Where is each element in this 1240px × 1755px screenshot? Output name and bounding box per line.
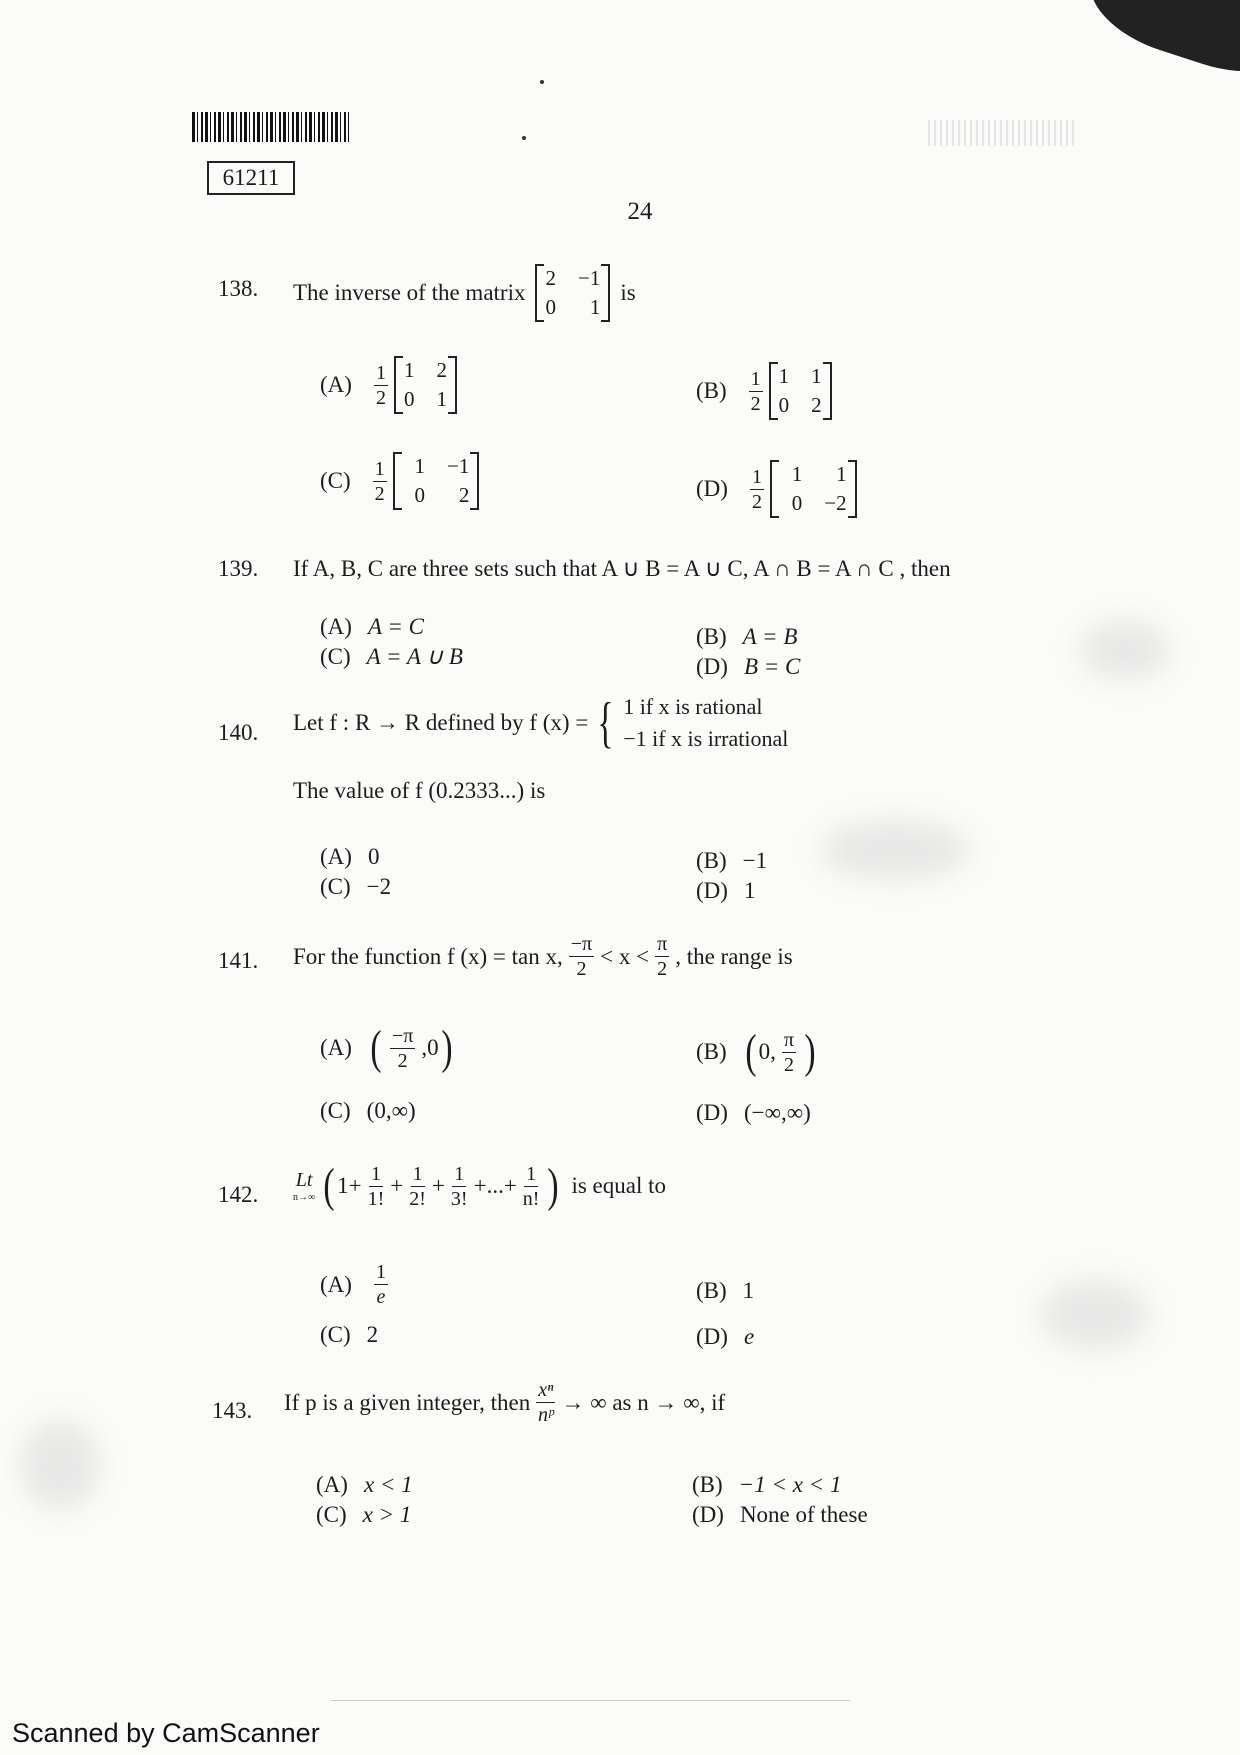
denominator: 2 — [375, 386, 386, 409]
numerator: 1 — [375, 1261, 386, 1283]
option-138-d[interactable] — [696, 460, 857, 518]
scan-smudge — [820, 820, 970, 880]
option-label: (B) — [696, 1039, 727, 1064]
question-number: 143. — [212, 1398, 253, 1423]
question-140-part2 — [293, 778, 545, 804]
open-paren: ( — [323, 1159, 335, 1212]
question-stem: For the function f (x) = tan x, — [293, 943, 563, 969]
numerator: π — [657, 933, 668, 955]
option-value: 2 — [366, 1322, 379, 1347]
denominator: n! — [522, 1187, 540, 1210]
question-number: 142. — [218, 1182, 259, 1207]
question-text — [293, 694, 788, 752]
option-value: −1 — [742, 848, 768, 873]
question-number: 140. — [218, 720, 259, 745]
matrix-cell: −1 — [577, 266, 601, 290]
denominator: 2 — [576, 958, 587, 980]
option-label: (C) — [316, 1502, 347, 1527]
option-value: B = C — [743, 654, 801, 679]
limit-subscript: n→∞ — [293, 1192, 316, 1203]
option-label: (D) — [692, 1502, 724, 1527]
denominator: 2 — [397, 1049, 408, 1072]
denominator: 2! — [409, 1187, 426, 1210]
question-text: If A, B, C are three sets such that A ∪ B = A ∪ C, A ∩ B = A ∩ C , then — [293, 556, 951, 581]
option-label: (A) — [316, 1472, 348, 1497]
option-value: None of these — [739, 1502, 868, 1527]
scan-dot — [522, 136, 526, 140]
matrix-cell: −2 — [824, 491, 847, 515]
bleed-through-barcode — [928, 120, 1078, 146]
brace: { — [597, 692, 614, 754]
option-value: (0,∞) — [366, 1098, 416, 1123]
option-value: e — [743, 1324, 755, 1349]
matrix-cell: 0 — [778, 393, 790, 417]
fraction — [390, 1026, 415, 1071]
option-139-c[interactable] — [320, 644, 463, 670]
question-text — [293, 934, 793, 979]
question-stem: If p is a given integer, then — [284, 1389, 531, 1415]
matrix-cell: 0 — [414, 483, 426, 507]
denominator: 2 — [750, 392, 761, 415]
fraction — [750, 467, 764, 512]
option-139-b[interactable] — [696, 624, 797, 650]
fraction — [409, 1164, 426, 1209]
option-label: (B) — [696, 624, 727, 649]
denominator: 2 — [374, 482, 385, 505]
option-label: (A) — [320, 1271, 352, 1297]
denominator: 1! — [367, 1187, 385, 1210]
option-label: (A) — [320, 844, 352, 869]
numerator: 1 — [374, 457, 385, 480]
option-142-b[interactable] — [696, 1278, 754, 1304]
option-143-c[interactable] — [316, 1502, 411, 1528]
question-text: The value of f (0.2333...) is — [293, 778, 546, 803]
option-138-b[interactable] — [696, 362, 832, 420]
fraction — [569, 934, 594, 979]
fraction — [523, 1164, 540, 1209]
fraction — [451, 1164, 468, 1209]
option-138-a[interactable] — [320, 356, 457, 414]
numerator: −π — [570, 933, 593, 955]
close-paren: ) — [804, 1025, 816, 1078]
option-label: (C) — [320, 874, 351, 899]
option-label: (B) — [696, 848, 727, 873]
option-value: x < 1 — [363, 1472, 413, 1497]
fraction — [368, 1164, 385, 1209]
option-label: (C) — [320, 1322, 351, 1347]
matrix-cell: 1 — [778, 364, 790, 388]
option-value: 0 — [367, 844, 380, 869]
limit-operator — [293, 1169, 315, 1203]
option-value: x > 1 — [362, 1502, 412, 1527]
option-label: (C) — [320, 644, 351, 669]
option-value: 1 — [743, 878, 756, 903]
option-label: (A) — [320, 614, 352, 639]
series-operator: +...+ — [473, 1173, 517, 1198]
close-paren: ) — [547, 1159, 560, 1212]
numerator: 1 — [751, 465, 762, 488]
matrix-cell: 2 — [545, 266, 556, 290]
fraction — [749, 369, 763, 414]
option-value: A = A ∪ B — [366, 644, 463, 669]
numerator: 1 — [454, 1162, 465, 1185]
option-139-d[interactable] — [696, 654, 800, 680]
fraction — [782, 1030, 796, 1075]
question-suffix: → ∞ as n → ∞, if — [561, 1389, 726, 1415]
option-142-a[interactable] — [320, 1262, 394, 1307]
question-text — [293, 1159, 666, 1212]
question-number: 138. — [218, 276, 259, 301]
option-143-a[interactable] — [316, 1472, 413, 1498]
series-operator: + — [431, 1173, 445, 1198]
matrix-cell: 1 — [414, 454, 426, 478]
page-edge-shadow — [1077, 0, 1240, 91]
matrix-cell: 0 — [545, 295, 556, 319]
numerator: 1 — [370, 1162, 381, 1185]
option-value: −1 < x < 1 — [738, 1472, 842, 1497]
matrix-cell: 1 — [589, 295, 601, 319]
matrix-cell: 1 — [811, 364, 822, 388]
option-143-b[interactable] — [692, 1472, 841, 1498]
matrix-cell: 2 — [458, 483, 470, 507]
option-label: (A) — [320, 1035, 352, 1060]
scan-smudge — [1080, 620, 1170, 680]
scanner-watermark: Scanned by CamScanner — [12, 1718, 320, 1748]
denominator: 2 — [751, 490, 762, 513]
fraction — [374, 1262, 388, 1307]
option-label: (D) — [696, 1100, 728, 1125]
option-138-c[interactable] — [320, 452, 479, 510]
option-label: (C) — [320, 1098, 351, 1123]
option-label: (D) — [696, 476, 728, 501]
question-number: 139. — [218, 556, 259, 581]
option-142-c[interactable] — [320, 1322, 378, 1348]
option-label: (B) — [696, 378, 727, 403]
footer-divider — [330, 1700, 850, 1701]
matrix-cell: 1 — [791, 462, 803, 486]
question-stem: The inverse of the matrix — [293, 280, 526, 305]
option-value: A = B — [742, 624, 798, 649]
barcode — [192, 112, 349, 142]
denominator: 2 — [657, 958, 668, 980]
question-suffix: , the range is — [675, 943, 793, 969]
option-value: A = C — [367, 614, 424, 639]
series-operator: 1+ — [337, 1173, 362, 1198]
option-143-d[interactable] — [692, 1502, 868, 1528]
option-141-a[interactable] — [320, 1021, 455, 1074]
numerator: −π — [391, 1024, 414, 1047]
matrix-cell: 0 — [403, 387, 415, 411]
option-139-a[interactable] — [320, 614, 424, 640]
numerator: π — [783, 1028, 795, 1051]
option-label: (D) — [696, 878, 728, 903]
question-number: 141. — [218, 948, 259, 973]
piecewise-definition — [588, 694, 788, 752]
numerator: 1 — [375, 361, 386, 384]
matrix-cell: 1 — [836, 462, 847, 486]
series-operator: + — [390, 1173, 404, 1198]
inequality: < x < — [600, 943, 650, 969]
denominator: nᵖ — [538, 1404, 554, 1426]
denominator: e — [376, 1286, 386, 1308]
paper-code: 61211 — [207, 161, 295, 195]
numerator: 1 — [526, 1162, 537, 1185]
numerator: 1 — [412, 1162, 423, 1185]
option-142-d[interactable] — [696, 1324, 754, 1350]
fraction — [374, 363, 388, 408]
matrix — [535, 264, 610, 322]
denominator: 2 — [783, 1053, 794, 1076]
matrix-cell: −1 — [447, 454, 470, 478]
matrix — [770, 460, 857, 518]
question-text — [284, 1380, 725, 1425]
numerator: xⁿ — [538, 1379, 554, 1401]
option-label: (B) — [696, 1278, 727, 1303]
option-141-b[interactable] — [696, 1025, 818, 1078]
matrix — [393, 452, 480, 510]
option-label: (C) — [320, 468, 351, 493]
matrix — [769, 362, 832, 420]
option-label: (D) — [696, 1324, 728, 1349]
matrix-cell: 0 — [791, 491, 803, 515]
option-value: 1 — [742, 1278, 755, 1303]
fraction — [536, 1380, 555, 1425]
numerator: 1 — [750, 367, 761, 390]
cases — [623, 694, 788, 752]
open-paren: ( — [745, 1025, 757, 1078]
option-value: −2 — [366, 874, 392, 899]
question-text — [293, 264, 636, 322]
option-141-c[interactable] — [320, 1098, 416, 1124]
option-value: (−∞,∞) — [743, 1100, 811, 1125]
matrix-cell: 1 — [403, 358, 415, 382]
option-140-a[interactable] — [320, 844, 379, 870]
open-paren: ( — [370, 1021, 382, 1074]
fraction — [655, 934, 669, 979]
matrix — [394, 356, 457, 414]
option-141-d[interactable] — [696, 1100, 811, 1126]
scan-smudge — [1040, 1280, 1150, 1350]
close-paren: ) — [440, 1021, 453, 1074]
case-irrational: −1 if x is irrational — [623, 726, 789, 751]
case-rational: 1 if x is rational — [623, 694, 763, 719]
page-number: 24 — [627, 198, 653, 225]
matrix-cell: 2 — [436, 358, 447, 382]
scan-smudge — [20, 1420, 100, 1510]
option-140-d[interactable] — [696, 878, 755, 904]
option-value: ,0 — [421, 1035, 439, 1060]
limit-label: Lt — [295, 1169, 313, 1191]
option-140-c[interactable] — [320, 874, 391, 900]
option-value: 0, — [758, 1039, 776, 1064]
option-label: (A) — [320, 372, 352, 397]
matrix-cell: 1 — [436, 387, 447, 411]
option-label: (D) — [696, 654, 728, 679]
option-label: (B) — [692, 1472, 723, 1497]
fraction — [373, 459, 387, 504]
denominator: 3! — [450, 1187, 468, 1210]
matrix-cell: 2 — [811, 393, 822, 417]
scan-dot — [540, 80, 544, 84]
option-140-b[interactable] — [696, 848, 767, 874]
question-suffix: is equal to — [571, 1173, 666, 1198]
question-stem: Let f : R → R defined by f (x) = — [293, 710, 589, 735]
question-suffix: is — [620, 280, 636, 305]
